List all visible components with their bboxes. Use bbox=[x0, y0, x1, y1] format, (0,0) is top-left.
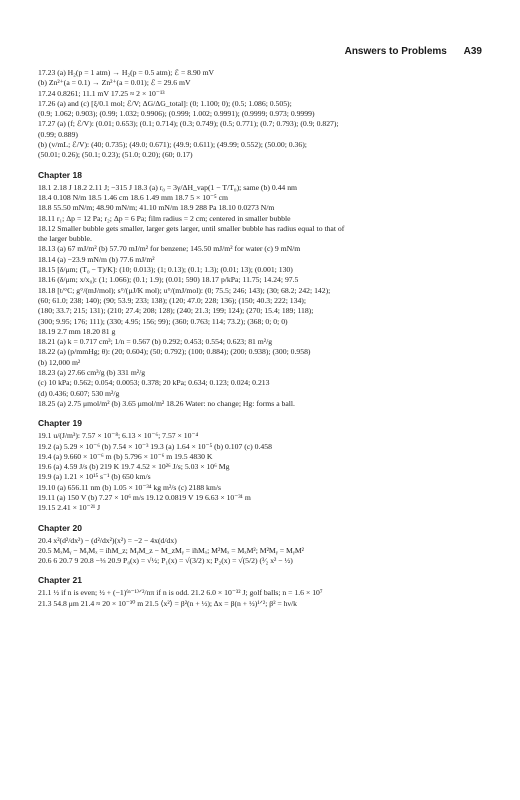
answer-line: 19.9 (a) 1.21 × 10¹⁵ s⁻¹ (b) 650 km/s bbox=[38, 472, 151, 482]
header-page-number: A39 bbox=[463, 46, 482, 57]
chapter-heading: Chapter 19 bbox=[38, 418, 82, 429]
answer-line: (180; 33.7; 215; 131); (210; 27.4; 208; 128); (240; 21.3; 199; 124); (270; 15.4; 189; 118); bbox=[38, 306, 314, 316]
answer-line: 18.8 55.50 mN/m; 48.90 mN/m; 41.10 mN/m 18.9 288 Pa 18.10 0.0273 N/m bbox=[38, 203, 275, 213]
answer-line: 17.26 (a) and (c) [ξ/0.1 mol; ℰ/V; ΔG/ΔG_total]: (0; 1.100; 0); (0.5; 1.086; 0.505); bbox=[38, 98, 292, 108]
answer-line: 18.13 (a) 67 mJ/m² (b) 57.70 mJ/m² for benzene; 145.50 mJ/m² for water (c) 9 mN/m bbox=[38, 244, 301, 254]
answer-line: (d) 0.436; 0.607; 530 m²/g bbox=[38, 388, 120, 398]
answer-line: 18.21 (a) k = 0.717 cm³; 1/n = 0.567 (b) 0.292; 0.453; 0.554; 0.623; 81 m²/g bbox=[38, 337, 273, 347]
answer-line: (b) (v/mL; ℰ/V): (40; 0.735); (49.0; 0.671); (49.9; 0.611); (49.99; 0.552); (50.00; 0.36); bbox=[38, 140, 307, 150]
answer-line: 18.4 0.108 N/m 18.5 1.46 cm 18.6 1.49 mm 18.7 5 × 10⁻⁵ cm bbox=[38, 192, 229, 202]
answer-line: (50.01; 0.26); (50.1; 0.23); (51.0; 0.20); (60; 0.17) bbox=[38, 150, 193, 160]
answer-line: 19.15 2.41 × 10⁻²¹ J bbox=[38, 503, 101, 513]
answer-line: 18.22 (a) (p/mmHg; θ): (20; 0.604); (50; 0.792); (100; 0.884); (200; 0.938); (300; 0.958) bbox=[38, 347, 311, 357]
answer-line: 18.19 2.7 mm 18.20 81 g bbox=[38, 326, 116, 336]
chapter-heading: Chapter 21 bbox=[38, 575, 82, 586]
answer-line: 19.6 (a) 4.59 J/s (b) 219 K 19.7 4.52 × 10²⁶ J/s; 5.03 × 10⁶ Mg bbox=[38, 462, 230, 472]
answer-line: (300; 9.95; 176; 111); (330; 4.95; 156; 99); (360; 0.763; 114; 73.2); (368; 0; 0; 0) bbox=[38, 316, 288, 326]
answers-list bbox=[38, 68, 490, 609]
answer-line: 18.23 (a) 27.66 cm³/g (b) 331 m²/g bbox=[38, 368, 146, 378]
answer-line: 18.1 2.18 J 18.2 2.11 J; −315 J 18.3 (a) r₀ = 3γ/ΔH_vap(1 − T/T₀); same (b) 0.44 nm bbox=[38, 182, 298, 192]
answer-line: 18.12 Smaller bubble gets smaller, larger gets larger, until smaller bubble has radius equal to that of bbox=[38, 223, 345, 233]
answer-line: (b) Zn²⁺(a = 0.1) → Zn²⁺(a = 0.01); ℰ = 29.6 mV bbox=[38, 78, 191, 88]
answer-line: 21.3 54.8 μm 21.4 ≈ 20 × 10⁻³⁰ m 21.5 ⟨x²⟩ = β²(n + ½); Δx = β(n + ½)¹ᐟ²; β² = hν/k bbox=[38, 598, 297, 608]
answer-line: (0.9; 1.062; 0.903); (0.99; 1.032; 0.9906); (0.999; 1.002; 0.9991); (0.9999; 0.973; 0.9999) bbox=[38, 109, 315, 119]
answer-line: 19.4 (a) 9.660 × 10⁻⁶ m (b) 5.796 × 10⁻⁶ m 19.5 4830 K bbox=[38, 451, 213, 461]
answer-line: (60; 61.0; 238; 140); (90; 53.9; 233; 138); (120; 47.0; 228; 136); (150; 40.3; 222; 134); bbox=[38, 295, 306, 305]
answer-line: 20.6 6 20.7 9 20.8 −⅓ 20.9 P₀(x) = √½; P₁(x) = √(3/2) x; P₂(x) = √(5/2) (³⁄₂ x² − ½) bbox=[38, 556, 293, 566]
answer-line: 18.14 (a) −23.9 mN/m (b) 77.6 mJ/m² bbox=[38, 254, 155, 264]
answer-line: 18.16 (δ/μm; x/x₀): (1; 1.066); (0.1; 1.9); (0.01; 590) 18.17 p/kPa; 11.75; 14.24; 97.5 bbox=[38, 275, 299, 285]
chapter-heading: Chapter 20 bbox=[38, 522, 82, 533]
answer-line: 19.2 (a) 5.29 × 10⁻⁶ (b) 7.54 × 10⁻³ 19.3 (a) 1.64 × 10⁻⁵ (b) 0.107 (c) 0.458 bbox=[38, 441, 272, 451]
answer-line: (b) 12,000 m² bbox=[38, 357, 81, 367]
answer-line: 17.23 (a) H₂(p = 1 atm) → H₂(p = 0.5 atm); ℰ = 8.90 mV bbox=[38, 68, 215, 77]
answer-line: 19.10 (a) 656.11 nm (b) 1.05 × 10⁻³⁴ kg m²/s (c) 2188 km/s bbox=[38, 482, 222, 492]
answer-line: 21.1 ½ if n is even; ½ + (−1)⁽ⁿ⁻¹⁾ᐟ²/nπ if n is odd. 21.2 6.0 × 10⁻³² J; golf balls; n = 1.6 × 10⁷ bbox=[38, 588, 323, 598]
answer-line: 20.5 MₓMᵧ − MᵧMₓ = iħM_z; MᵧM_z − M_zMᵧ = iħMₓ; M²Mₓ = MₓM²; M²Mᵧ = MᵧM² bbox=[38, 545, 304, 555]
answer-line: 20.4 x²(d²/dx²) − (d²/dx²)(x²) = −2 − 4x(d/dx) bbox=[38, 535, 177, 545]
answer-line: 18.15 [δ/μm; (T₀ − T)/K]: (10; 0.013); (1; 0.13); (0.1; 1.3); (0.01; 13); (0.001; 130) bbox=[38, 265, 293, 275]
answer-line: (c) 10 kPa; 0.562; 0.054; 0.0053; 0.378; 20 kPa; 0.634; 0.123; 0.024; 0.213 bbox=[38, 378, 270, 388]
answer-line: 18.18 [t/°C; g°/(mJ/mol); s°/(μJ/K mol); u°/(mJ/mol): (0; 75.5; 246; 143); (30; 68.2; 242; 142); bbox=[38, 285, 331, 295]
answer-line: the larger bubble. bbox=[38, 234, 92, 244]
answer-line: (0.99; 0.889) bbox=[38, 129, 78, 139]
answer-line: 17.24 0.8261; 11.1 mV 17.25 ≈ 2 × 10⁻¹³ bbox=[38, 88, 165, 98]
running-header bbox=[331, 46, 482, 57]
answer-line: 19.11 (a) 150 V (b) 7.27 × 10⁶ m/s 19.12 0.0819 V 19 6.63 × 10⁻³¹ m bbox=[38, 492, 251, 502]
answer-line: 18.25 (a) 2.75 μmol/m² (b) 3.65 μmol/m² 18.26 Water: no change; Hg: forms a ball. bbox=[38, 398, 295, 408]
answer-line: 19.1 u/(J/m³): 7.57 × 10⁻⁸; 6.13 × 10⁻⁶; 7.57 × 10⁻⁴ bbox=[38, 431, 199, 441]
header-section-title: Answers to Problems bbox=[344, 46, 447, 57]
answer-line: 18.11 r₁; Δp = 12 Pa; r₂; Δp = 6 Pa; film radius = 2 cm; centered in smaller bubble bbox=[38, 213, 291, 223]
chapter-heading: Chapter 18 bbox=[38, 169, 82, 180]
answer-line: 17.27 (a) (f; ℰ/V): (0.01; 0.653); (0.1; 0.714); (0.3; 0.749); (0.5; 0.771); (0.7; 0.793); (0.9; 0.827); bbox=[38, 119, 339, 129]
